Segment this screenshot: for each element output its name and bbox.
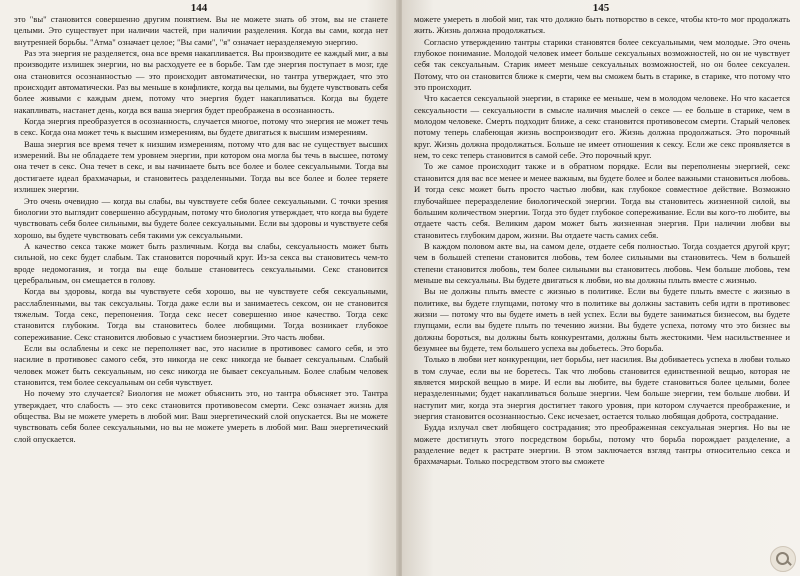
left-page xyxy=(0,0,398,576)
paragraph: Но почему это случается? Биология не может объяснить это, но тантра объясняет это. Тантра утверждает, что слабость — это секс становится противовесом смерти. Секс означает жизнь для общества. Вы не можете умереть в любой миг. Ваш энергетический слой опускается. Вы не можете чувствовать себя более сексуальными, но вы не можете умереть в любой миг. Ваш энергетический слой опускается. xyxy=(14,388,388,444)
zoom-in-icon[interactable] xyxy=(770,546,796,572)
paragraph: Что касается сексуальной энергии, в старике ее меньше, чем в молодом человеке. Но что касается сексуальности — сексуальности в смысле наличия мыслей о сексе — ее больше в старике, чем в молодом человеке. Смерть подходит ближе, а секс становится противовесом смерти. Старый человек потому теперь слабеющая жизнь воспроизводит его. Жизнь должна продолжаться. Это порочный круг. Жизнь должна продолжаться. Больше не имеет отношения к сексу. Если же секс проявляется в нем, то секс теперь становится в самой себе. Это порочный круг. xyxy=(414,93,790,161)
paragraph: Раз эта энергия не разделяется, она все время накапливается. Вы производите ее каждый миг, а вы производите излишек энергии, но вы расходуете ее в борьбе. Там где энергия поступает в мозг, где она становится осознанностью — это происходит автоматически, но тантра утверждает, что это происходит автоматически. Раз вы меньше в конфликте, когда вы целыми, вы будете чувствовать себя более живыми с каждым днем, потому что энергия будет накапливаться. Когда вы будете накапливать, настанет день, когда вся ваша энергия будет преображена в осознанность. xyxy=(14,48,388,115)
paragraph: Будда излучал свет любящего сострадания; это преображенная сексуальная энергия. Но вы не можете достигнуть этого посредством борьбы, потому что борьба порождает разделение, а разделение ведет к растрате энергии. В этом заключается взгляд тантры относительно секса и брахмачарьи. Только посредством этого вы сможете xyxy=(414,422,790,467)
paragraph: Когда вы здоровы, когда вы чувствуете себя хорошо, вы не чувствуете себя сексуальными, расслабленными, вы так сексуальны. Тогда даже если вы и занимаетесь сексом, он не становится тяжелым. Тогда секс, перепонения. Тогда секс несет совершенно иное качество. Тогда секс становится глубоким. Тогда вы становитесь более любящими. Тогда возникает глубокое сопереживание. Секс становится любовью с участием биоэнергии. Это часть любви. xyxy=(14,286,388,342)
paragraph: можете умереть в любой миг, так что должно быть потворство в сексе, чтобы кто-то мог продолжать жить. Жизнь должна продолжаться. xyxy=(414,14,790,36)
paragraph: В каждом половом акте вы, на самом деле, отдаете себя полностью. Тогда создается другой круг; чем в большей степени становится любовь, тем более сильными вы становитесь. Чем в большей степени становится любовь, тем более сильными вы становитесь любовь. Чем больше любовь, тем меньше вы сексуальны. Вы будете двигаться к любви, но вы должны плыть вместе с жизнью. xyxy=(414,240,790,285)
left-page-number: 144 xyxy=(190,2,208,14)
left-page-text xyxy=(0,14,398,445)
right-page xyxy=(402,0,800,576)
paragraph: это "вы" становится совершенно другим понятием. Вы не можете знать об этом, вы не станете целыми. Это существует при наличии частей, при наличии разделения. Когда вы сами, когда нет внутренней борьбы. "Атма" означает целое; "Вы сами", "я" означает неразделяемую энергию. xyxy=(14,14,388,47)
paragraph: Вы не должны плыть вместе с жизнью в политике. Если вы будете плыть вместе с жизнью в политике, вы будете глупцами, потому что в политике вы должны заставить себя идти в противовес жизни — потому что вы будете иметь в ней успех. Если вы будете заниматься бизнесом, вы будете глупцами, если вы будете плыть по течению жизни. Вы будете успеха, потому что это бизнес вы должны бороться, вы должны быть конкурентами, должны быть жестокими. Чем насильственнее и безумнее вы будете, тем большего успеха вы добьетесь. Это борьба. xyxy=(414,286,790,353)
paragraph: А качество секса также может быть различным. Когда вы слабы, сексуальность может быть сильной, но секс будет слабым. Так становится порочный круг. Из-за секса вы становитесь чем-то вроде недомогания, и тогда вы еще больше становитесь сексуальными. Секс становится церебральным, он смещается в голову. xyxy=(14,240,388,285)
paragraph: Только в любви нет конкуренции, нет борьбы, нет насилия. Вы добиваетесь успеха в любви только в том случае, если вы не боретесь. Так что любовь становится единственной вещью, которая не является мирской вещью в мире. И если вы любите, вы будете становиться более целыми, более неразделенными; будет накапливаться больше энергии. Чем больше энергии, тем больше любви. И наступит миг, когда эта энергия достигнет такого уровня, при котором случается преображение, и энергия становится осознанностью. Секс исчезает, остается только любящая доброта, сострадание. xyxy=(414,354,790,422)
paragraph: То же самое происходит также и в обратном порядке. Если вы переполнены энергией, секс становится для вас все менее и менее важным, вы будете более и более важными становиться любовь. И тогда секс может быть просто частью любви, как глубокое совместное действие. Возможно глубочайшее переразделение биологической энергии. Тогда вы становитесь жизненной силой, вы большим количеством энергии. Тогда это будет глубокое сопереживание. Если вы кого-то любите, вы отдаете часть себя. Великим даром может быть жизненная энергия. При наличии любви вы становитесь глубоким даром, жизни. Вы отдаете часть самих себя. xyxy=(414,161,790,240)
paragraph: Когда энергия преобразуется в осознанность, случается многое, потому что энергия не может течь в секс. Когда она может течь к высшим измерениям, вы будете двигаться к высшим измерениям. xyxy=(14,116,388,138)
paragraph: Если вы ослаблены и секс не переполняет вас, это насилие в противовес самого себя, и это насилие в противовес самого себя, это никогда не секс никогда не бывает сексуальным. Слабый человек может быть сексуальным, но секс никогда не бывает сексуальным. Более слабым человек становится, тем более сексуальным он себя чувствует. xyxy=(14,342,388,387)
right-page-number: 145 xyxy=(592,2,610,14)
paragraph: Это очень очевидно — когда вы слабы, вы чувствуете себя более сексуальными. С точки зрения биологии это выглядит совершенно абсурдным, потому что биология утверждает, что когда вы будете чувствовать себя более сильными, вы будете более сексуальными. Если вы здоровы и чувствуете себя хорошо, вы будете чувствовать себя такими уж сексуальными. xyxy=(14,195,388,240)
paragraph: Согласно утверждению тантры старики становятся более сексуальными, чем молодые. Это очень глубокое понимание. Молодой человек имеет больше сексуальных возможностей, но он не чувствует себя так сексуальным. Старик имеет меньше сексуальных возможностей, но он более сексуален. Потому, что он становится ближе к смерти, чем вы сможем быть в старике, в старике, что потому что это происходит. xyxy=(414,36,790,93)
right-page-text xyxy=(402,14,800,468)
paragraph: Ваша энергия все время течет к низшим измерениям, потому что для вас не существует высших измерений. Вы не обладаете тем уровнем энергии, при котором она могла бы течь в высшее, потому она течет в секс. Она течет в секс, и вы начинаете быть все более и более сексуальными. Тогда вы достигаете идеал брахмачарьи, и становитесь разделенными. Тогда вы все более и более теряете излишек энергии. xyxy=(14,138,388,195)
